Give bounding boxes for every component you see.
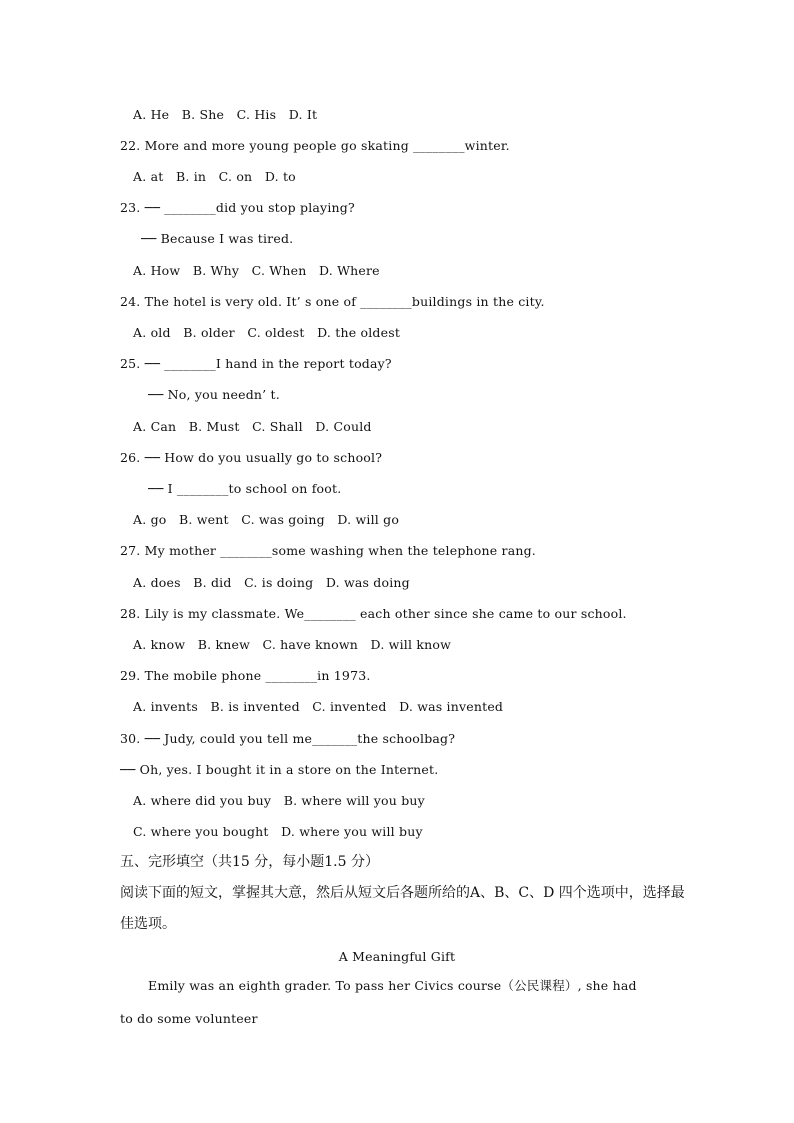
q25-stem: 25. ── ________I hand in the report today? (120, 356, 392, 371)
passage-line1: Emily was an eighth grader. To pass her Civics course（公民课程）, she had (148, 978, 637, 993)
q27-options: A. does B. did C. is doing D. was doing (133, 575, 410, 590)
passage-title: A Meaningful Gift (338, 949, 456, 964)
q22-options: A. at B. in C. on D. to (133, 169, 296, 184)
q26-stem: 26. ── How do you usually go to school? (120, 450, 383, 465)
q28-options: A. know B. knew C. have known D. will know (133, 637, 451, 652)
q23-options: A. How B. Why C. When D. Where (133, 263, 380, 278)
q30-reply: ── Oh, yes. I bought it in a store on the Internet. (120, 762, 439, 777)
q30-stem: 30. ── Judy, could you tell me_______the schoolbag? (120, 731, 456, 746)
q26-options: A. go B. went C. was going D. will go (133, 512, 400, 527)
passage-line2: to do some volunteer (120, 1011, 258, 1026)
q29-stem: 29. The mobile phone ________in 1973. (120, 668, 371, 683)
section-instruction-line2: 佳选项。 (120, 916, 176, 932)
section-instruction-line1: 阅读下面的短文，掌握其大意，然后从短文后各题所给的A、B、C、D 四个选项中，选择最 (120, 885, 685, 901)
section-heading: 五、完形填空（共15 分，每小题1.5 分） (120, 854, 379, 870)
q27-stem: 27. My mother ________some washing when the telephone rang. (120, 543, 536, 558)
q29-options: A. invents B. is invented C. invented D. was invented (133, 699, 504, 714)
q24-stem: 24. The hotel is very old. It’ s one of ________buildings in the city. (120, 294, 545, 309)
q22-stem: 22. More and more young people go skating ________winter. (120, 138, 510, 153)
q30-options-ab: A. where did you buy B. where will you buy (133, 793, 425, 808)
q28-stem: 28. Lily is my classmate. We________ each other since she came to our school. (120, 606, 627, 621)
q24-options: A. old B. older C. oldest D. the oldest (133, 325, 401, 340)
q25-reply: ── No, you needn’ t. (148, 387, 280, 402)
q26-reply: ── I ________to school on foot. (148, 481, 342, 496)
q30-options-cd: C. where you bought D. where you will buy (133, 824, 423, 839)
q21-options: A. He B. She C. His D. It (133, 107, 318, 122)
q25-options: A. Can B. Must C. Shall D. Could (133, 419, 372, 434)
q23-reply: ── Because I was tired. (141, 231, 294, 246)
q23-stem: 23. ── ________did you stop playing? (120, 200, 355, 215)
